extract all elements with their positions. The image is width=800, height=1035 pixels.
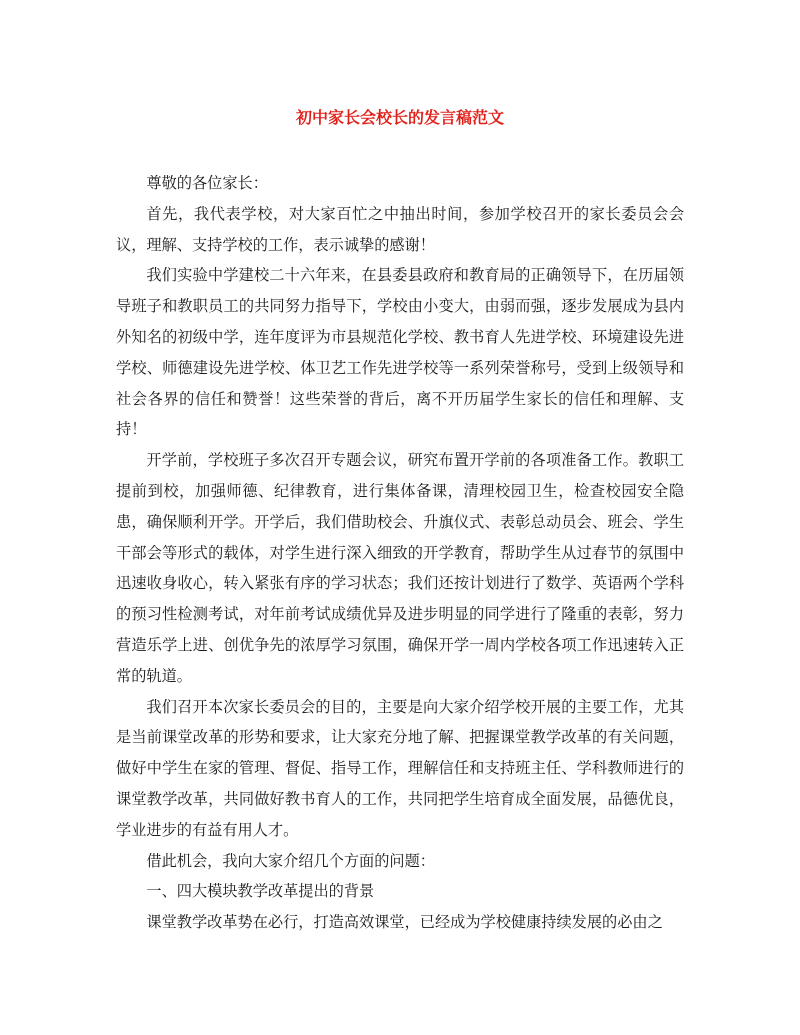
section-heading: 一、四大模块教学改革提出的背景 — [146, 882, 375, 901]
document-title: 初中家长会校长的发言稿范文 — [295, 108, 504, 127]
document-body — [116, 168, 684, 938]
paragraph-thanks: 首先，我代表学校，对大家百忙之中抽出时间，参加学校召开的家长委员会会议，理解、支持学校的工作，表示诚挚的感谢！ — [116, 204, 684, 254]
paragraph-meeting-purpose: 我们召开本次家长委员会的目的，主要是向大家介绍学校开展的主要工作，尤其是当前课堂改革的形势和要求，让大家充分地了解、把握课堂教学改革的有关问题，做好中学生在家的管理、督促、指导工作，理解信任和支持班主任、学科教师进行的课堂教学改革，共同做好教书育人的工作，共同把学生培育成全面发展，品德优良，学业进步的有益有用人才。 — [116, 697, 684, 839]
paragraph-reform: 课堂教学改革势在必行，打造高效课堂，已经成为学校健康持续发展的必由之 — [146, 913, 663, 932]
paragraph-introduction: 借此机会，我向大家介绍几个方面的问题： — [146, 851, 435, 870]
paragraph-school-history: 我们实验中学建校二十六年来，在县委县政府和教育局的正确领导下，在历届领导班子和教职员工的共同努力指导下，学校由小变大，由弱而强，逐步发展成为县内外知名的初级中学，连年度评为市县规范化学校、教书育人先进学校、环境建设先进学校、师德建设先进学校、体卫艺工作先进学校等一系列荣誉称号，受到上级领导和社会各界的信任和赞誉！这些荣誉的背后，离不开历届学生家长的信任和理解、支持！ — [116, 266, 684, 439]
paragraph-semester-start: 开学前，学校班子多次召开专题会议，研究布置开学前的各项准备工作。教职工提前到校，加强师德、纪律教育，进行集体备课，清理校园卫生，检查校园安全隐患，确保顺利开学。开学后，我们借助校会、升旗仪式、表彰总动员会、班会、学生干部会等形式的载体，对学生进行深入细致的开学教育，帮助学生从过春节的氛围中迅速收身收心，转入紧张有序的学习状态；我们还按计划进行了数学、英语两个学科的预习性检测考试，对年前考试成绩优异及进步明显的同学进行了隆重的表彰，努力营造乐学上进、创优争先的浓厚学习氛围，确保开学一周内学校各项工作迅速转入正常的轨道。 — [116, 451, 684, 685]
paragraph-greeting: 尊敬的各位家长： — [146, 174, 268, 192]
